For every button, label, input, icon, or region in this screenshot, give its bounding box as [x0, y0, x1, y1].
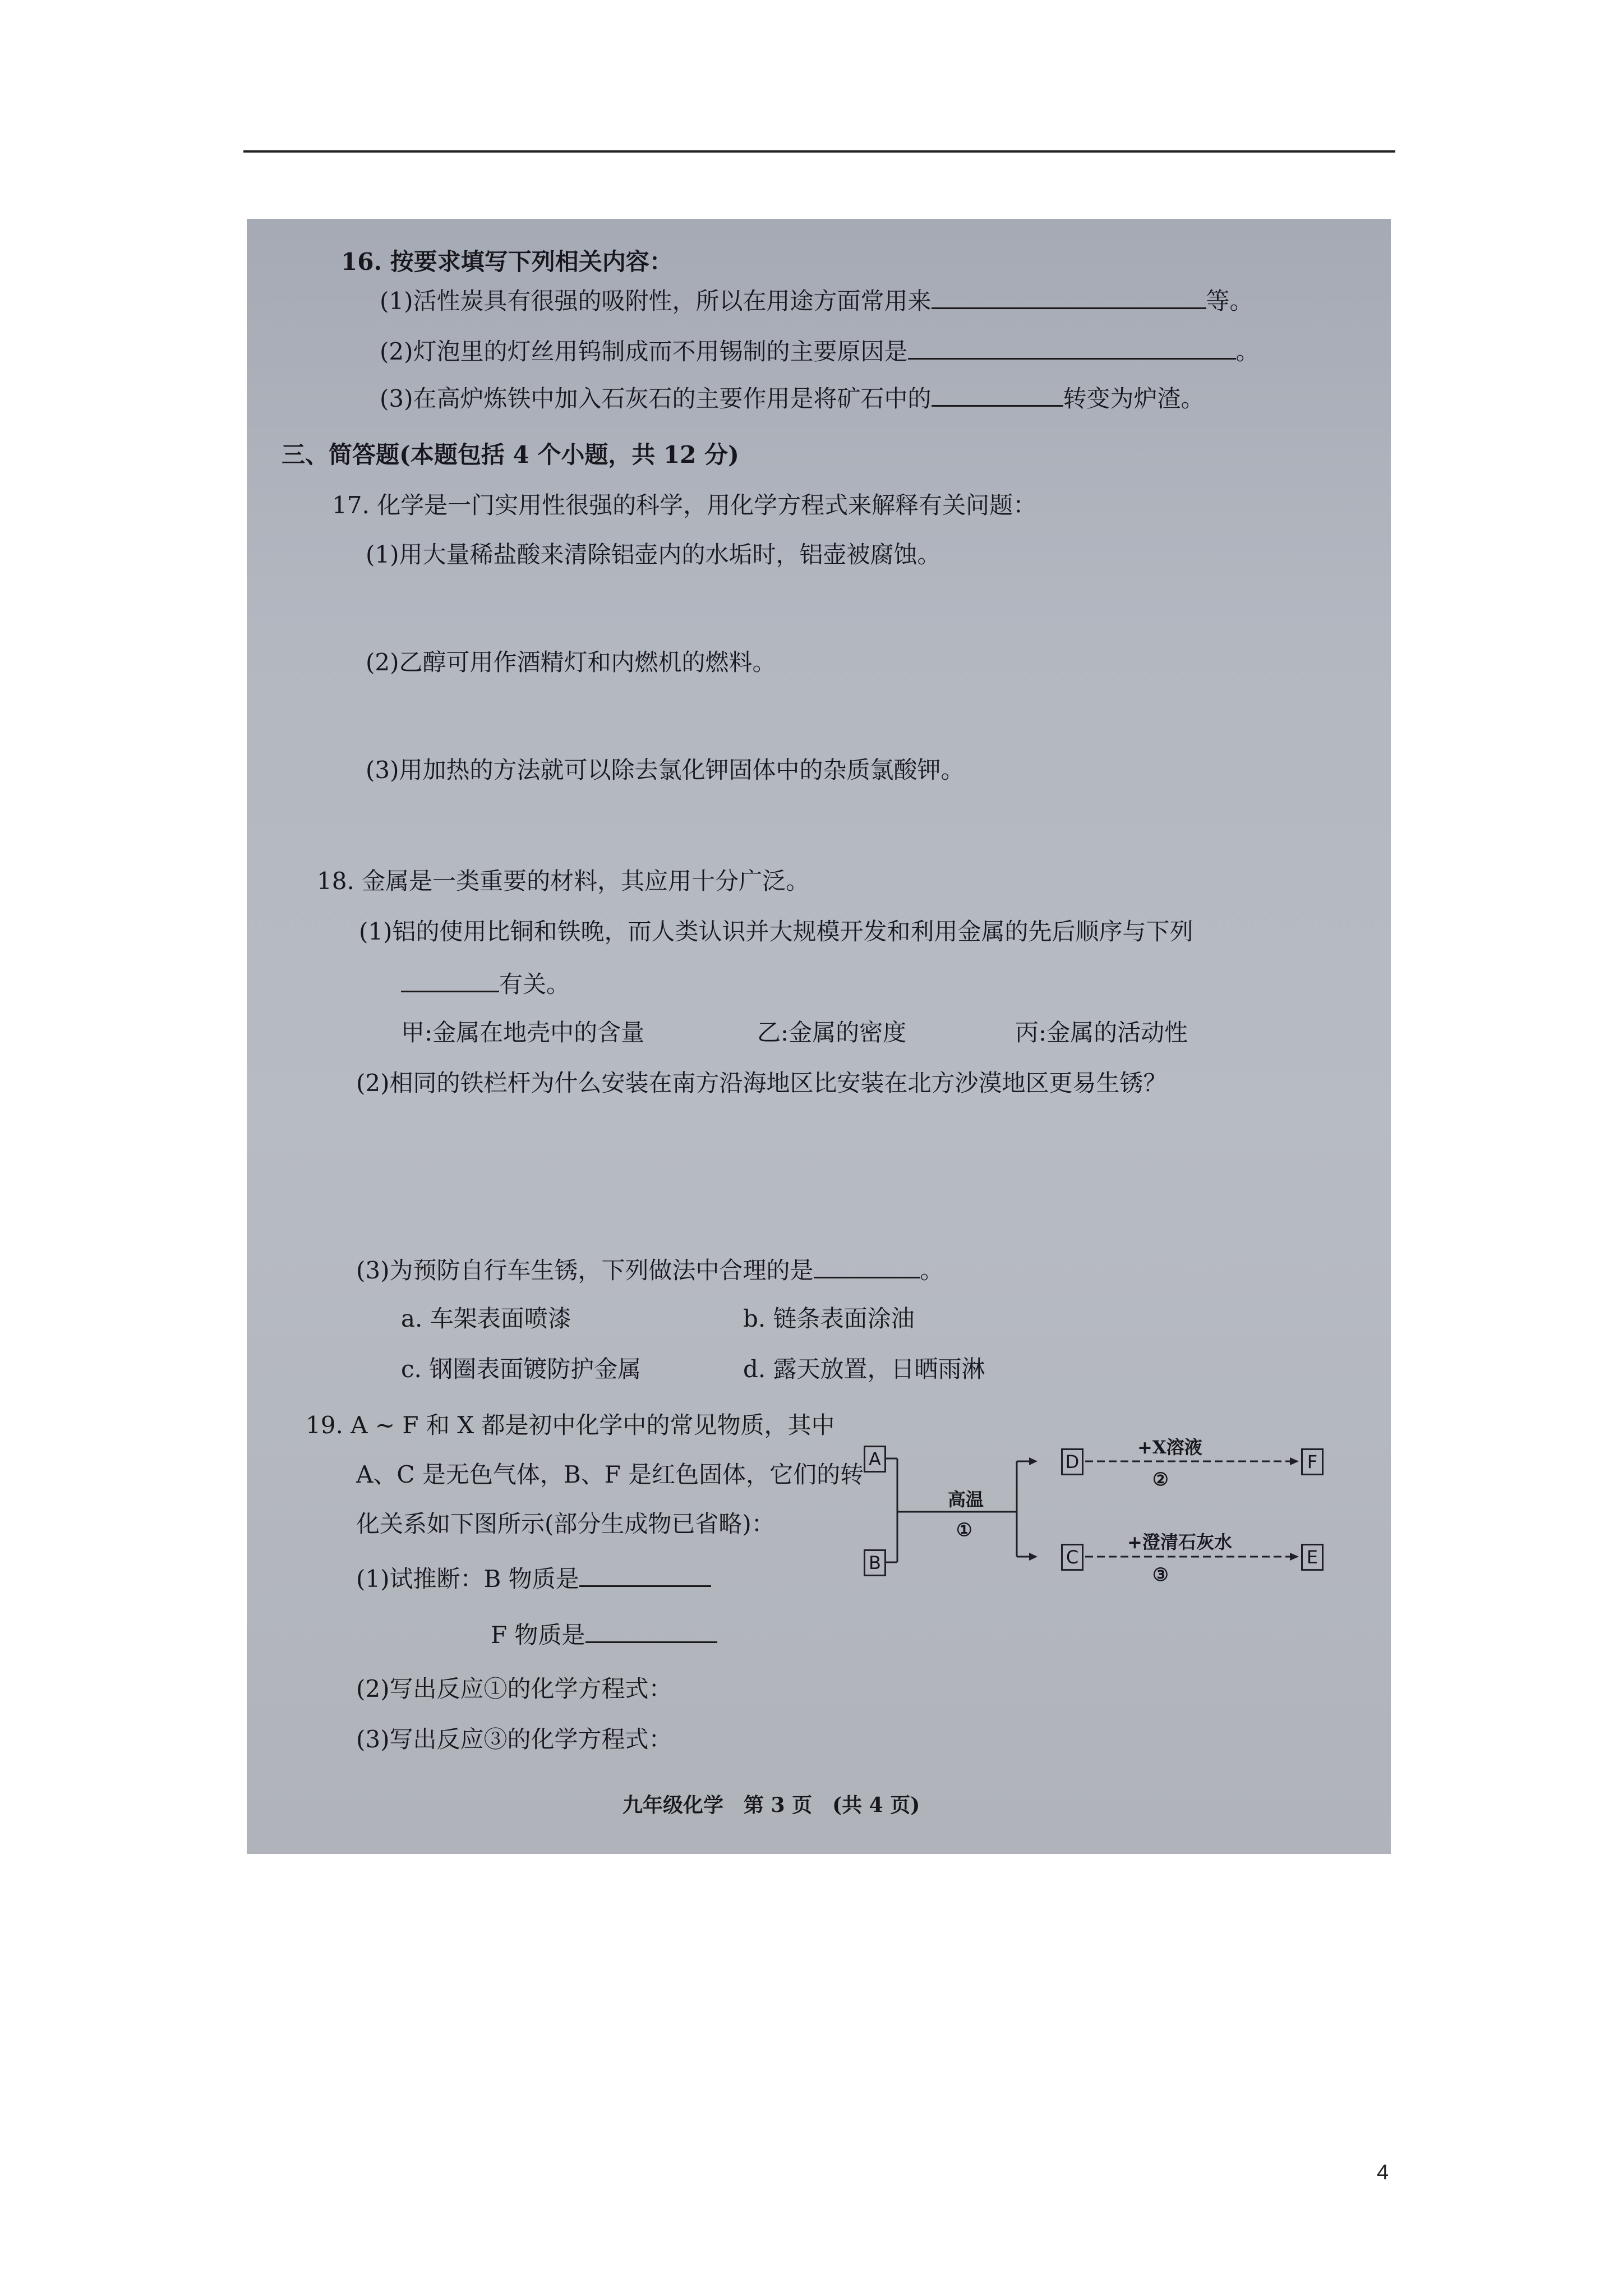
q18-part1: (1)铝的使用比铜和铁晚，而人类认识并大规模开发和利用金属的先后顺序与下列 — [359, 918, 1193, 945]
node-f: F — [1301, 1448, 1324, 1475]
reaction2-condition: +X溶液 — [1137, 1437, 1202, 1458]
q19-stem-line3: 化关系如下图所示(部分生成物已省略)： — [356, 1510, 775, 1538]
section3-heading: 三、简答题(本题包括 4 个小题，共 12 分) — [282, 441, 739, 468]
exam-page-photo — [247, 219, 1391, 1854]
node-c: C — [1061, 1544, 1083, 1571]
q17-part1: (1)用大量稀盐酸来清除铝壶内的水垢时，铝壶被腐蚀。 — [366, 541, 941, 568]
q16-part2: (2)灯泡里的灯丝用钨制成而不用锡制的主要原因是 。 — [380, 338, 1260, 365]
q18-part1-cont: 有关。 — [401, 970, 570, 996]
node-b: B — [864, 1549, 886, 1576]
q16-part1: (1)活性炭具有很强的吸附性，所以在用途方面常用来 等。 — [380, 287, 1253, 315]
q18-option-jia: 甲:金属在地壳中的含量 — [401, 1019, 645, 1046]
node-e: E — [1301, 1544, 1324, 1571]
q18-option-a: a. 车架表面喷漆 — [401, 1305, 571, 1332]
reaction1-condition: 高温 — [948, 1489, 984, 1510]
diagram-lines — [247, 219, 1391, 1854]
page-number: 4 — [1377, 2161, 1389, 2184]
exam-footer: 九年级化学 第 3 页 (共 4 页) — [623, 1793, 920, 1817]
q18-title: 18. 金属是一类重要的材料，其应用十分广泛。 — [317, 867, 810, 895]
q19-stem-line2: A、C 是无色气体，B、F 是红色固体，它们的转 — [356, 1461, 864, 1488]
q16-part3: (3)在高炉炼铁中加入石灰石的主要作用是将矿石中的 转变为炉渣。 — [380, 385, 1205, 412]
q18-option-c: c. 钢圈表面镀防护金属 — [401, 1355, 642, 1383]
q18-option-b: b. 链条表面涂油 — [743, 1305, 915, 1332]
q18-option-yi: 乙:金属的密度 — [757, 1019, 907, 1046]
q18-part3: (3)为预防自行车生锈，下列做法中合理的是 。 — [356, 1257, 944, 1284]
header-rule — [243, 150, 1395, 153]
q19-part3: (3)写出反应③的化学方程式： — [356, 1726, 672, 1753]
q19-part2: (2)写出反应①的化学方程式： — [356, 1675, 672, 1703]
q19-part1: (1)试推断：B 物质是 — [356, 1565, 711, 1591]
reaction3-condition: +澄清石灰水 — [1127, 1531, 1232, 1553]
q18-option-d: d. 露天放置，日晒雨淋 — [743, 1355, 985, 1383]
node-d: D — [1061, 1448, 1083, 1475]
q19-stem-line1: 19. A ~ F 和 X 都是初中化学中的常见物质，其中 — [306, 1411, 835, 1439]
reaction2-number: ② — [1152, 1469, 1169, 1490]
node-a: A — [864, 1446, 886, 1473]
q17-part3: (3)用加热的方法就可以除去氯化钾固体中的杂质氯酸钾。 — [366, 756, 965, 784]
q18-option-bing: 丙:金属的活动性 — [1015, 1019, 1188, 1046]
q16-title: 16. 按要求填写下列相关内容： — [341, 248, 673, 275]
reaction1-number: ① — [956, 1519, 972, 1540]
q17-title: 17. 化学是一门实用性很强的科学，用化学方程式来解释有关问题： — [332, 491, 1037, 519]
q17-part2: (2)乙醇可用作酒精灯和内燃机的燃料。 — [366, 648, 776, 676]
reaction3-number: ③ — [1152, 1564, 1169, 1585]
q18-part2: (2)相同的铁栏杆为什么安装在南方沿海地区比安装在北方沙漠地区更易生锈？ — [356, 1069, 1167, 1097]
q19-part1-f: F 物质是 — [491, 1621, 717, 1647]
